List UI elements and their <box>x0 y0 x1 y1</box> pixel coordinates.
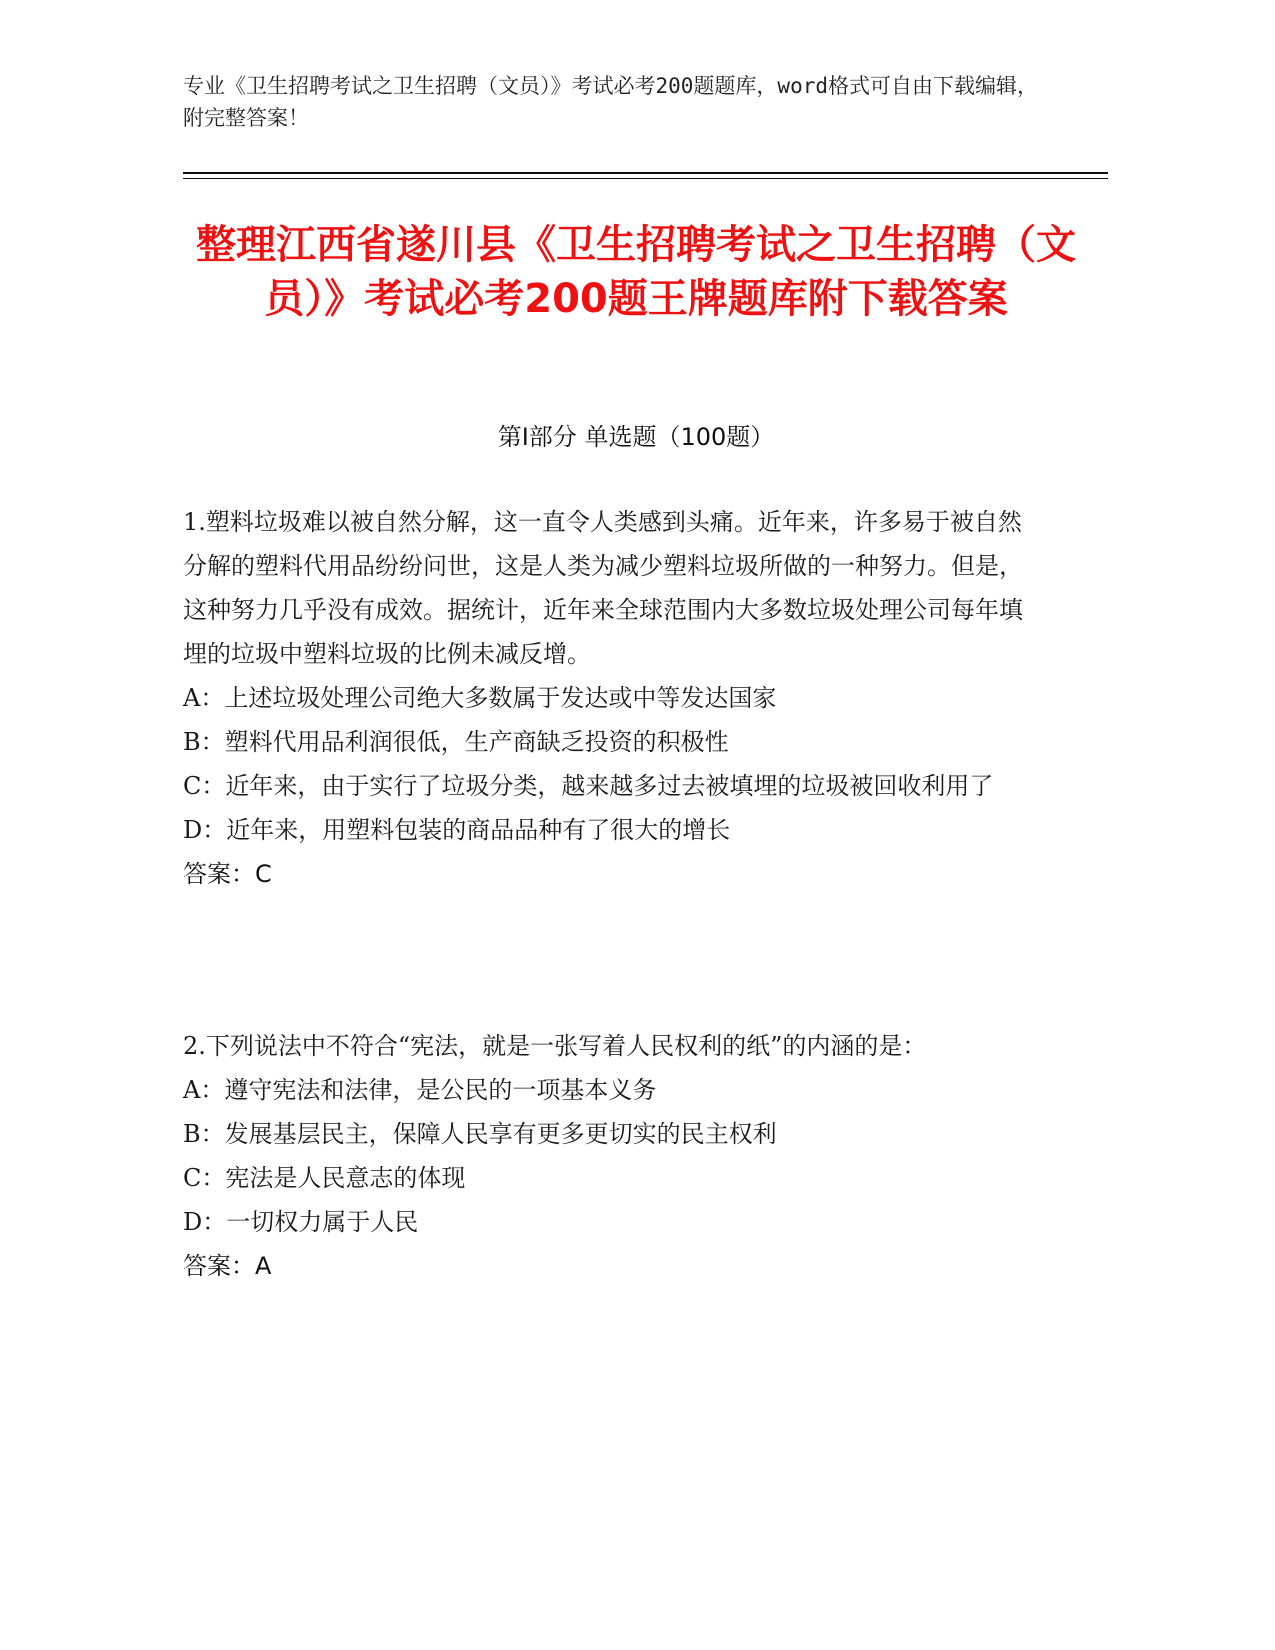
question-stem: 1.塑料垃圾难以被自然分解，这一直令人类感到头痛。近年来，许多易于被自然分解的塑料代用品纷纷问世，这是人类为减少塑料垃圾所做的一种努力。但是，这种努力几乎没有成效。据统计，近年来全球范围内大多数垃圾处理公司每年填埋的垃圾中塑料垃圾的比例未减反增。 <box>183 508 1023 668</box>
header-divider-thick <box>183 172 1108 174</box>
option-a: A：遵守宪法和法律，是公民的一项基本义务 <box>183 1076 657 1104</box>
header-divider-thin <box>183 178 1108 179</box>
document-title: 整理江西省遂川县《卫生招聘考试之卫生招聘（文员）》考试必考200题王牌题库附下载答案 <box>196 222 1076 322</box>
question-1 <box>183 500 1043 896</box>
answer: 答案：A <box>183 1252 272 1280</box>
option-c: C：近年来，由于实行了垃圾分类，越来越多过去被填埋的垃圾被回收利用了 <box>183 772 994 800</box>
question-stem: 2.下列说法中不符合“宪法，就是一张写着人民权利的纸”的内涵的是： <box>183 1032 927 1060</box>
question-2 <box>183 1024 1043 1288</box>
section-title: 第Ⅰ部分 单选题（100题） <box>497 423 775 451</box>
option-c: C：宪法是人民意志的体现 <box>183 1164 466 1192</box>
option-b: B：发展基层民主，保障人民享有更多更切实的民主权利 <box>183 1120 777 1148</box>
option-b: B：塑料代用品利润很低，生产商缺乏投资的积极性 <box>183 728 729 756</box>
option-a: A：上述垃圾处理公司绝大多数属于发达或中等发达国家 <box>183 684 777 712</box>
answer: 答案：C <box>183 860 272 888</box>
header-note: 专业《卫生招聘考试之卫生招聘（文员）》考试必考200题题库，word格式可自由下载编辑，附完整答案！ <box>183 74 1038 130</box>
option-d: D：近年来，用塑料包装的商品品种有了很大的增长 <box>183 816 731 844</box>
option-d: D：一切权力属于人民 <box>183 1208 419 1236</box>
